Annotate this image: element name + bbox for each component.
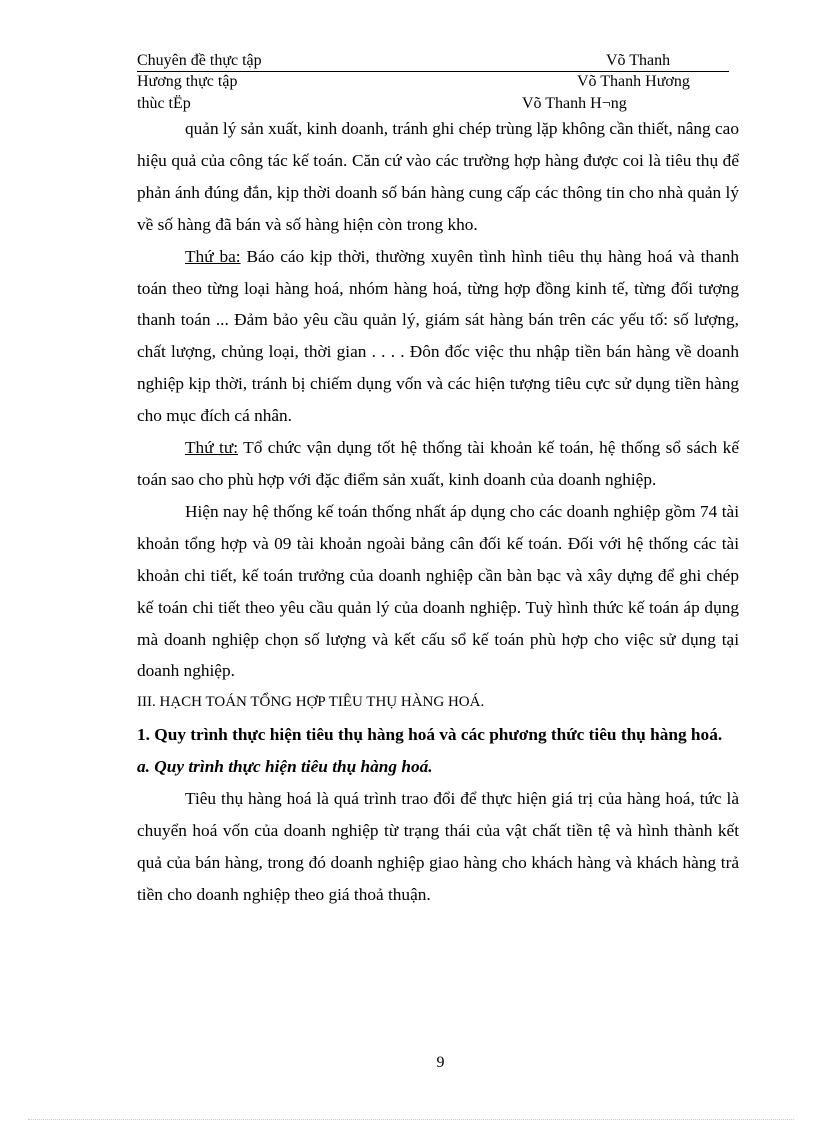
header-row-1 bbox=[137, 50, 729, 72]
subsection-heading-a: a. Quy trình thực hiện tiêu thụ hàng hoá. bbox=[137, 757, 433, 777]
header-author-garbled: Võ Thanh H¬ng bbox=[522, 95, 627, 112]
paragraph-4: Hiện nay hệ thống kế toán thống nhất áp dụng cho các doanh nghiệp gồm 74 tài khoản tổng hợp và 09 tài khoản ngoài bảng cân đối kế toán. Đối với hệ thống các tài khoản chi tiết, kế toán trưởng của doanh nghiệp cần bàn bạc và xây dựng để ghi chép kế toán chi tiết theo yêu cầu quản lý của doanh nghiệp. Tuỳ hình thức kế toán áp dụng mà doanh nghiệp chọn số lượng và kết cấu sổ kế toán phù hợp cho việc sử dụng tại doanh nghiệp. bbox=[137, 501, 739, 681]
paragraph-3 bbox=[137, 432, 739, 496]
paragraph-2-text: Báo cáo kịp thời, thường xuyên tình hình tiêu thụ hàng hoá và thanh toán theo từng loại hàng hoá, nhóm hàng hoá, từng hợp đồng kinh tế, từng đối tượng thanh toán ... Đảm bảo yêu cầu quản lý, giám sát hàng bán trên các yếu tố: số lượng, chất lượng, chủng loại, thời gian . . . . Đôn đốc việc thu nhập tiền bán hàng về doanh nghiệp kịp thời, tránh bị chiếm dụng vốn và các hiện tượng tiêu cực sử dụng tiền hàng cho mục đích cá nhân. bbox=[137, 246, 739, 426]
subsection-heading-1: 1. Quy trình thực hiện tiêu thụ hàng hoá và các phương thức tiêu thụ hàng hoá. bbox=[137, 725, 723, 745]
header-title-garbled: thùc tËp bbox=[137, 95, 191, 112]
header-row-3 bbox=[137, 93, 729, 114]
document-body bbox=[137, 113, 739, 911]
paragraph-5: Tiêu thụ hàng hoá là quá trình trao đổi để thực hiện giá trị của hàng hoá, tức là chuyển hoá vốn của doanh nghiệp từ trạng thái của vật chất tiền tệ và hình thành kết quả của bán hàng, trong đó doanh nghiệp giao hàng cho khách hàng và khách hàng trả tiền cho doanh nghiệp theo giá thoả thuận. bbox=[137, 789, 739, 904]
paragraph-1: quản lý sản xuất, kinh doanh, tránh ghi chép trùng lặp không cần thiết, nâng cao hiệu quả của công tác kế toán. Căn cứ vào các trường hợp hàng được coi là tiêu thụ để phản ánh đúng đắn, kịp thời doanh số bán hàng cung cấp các thông tin cho nhà quản lý về số hàng đã bán và số hàng hiện còn trong kho. bbox=[137, 119, 739, 234]
header-author: Võ Thanh bbox=[606, 52, 671, 69]
page-number: 9 bbox=[436, 1054, 445, 1071]
paragraph-3-label: Thứ tư: bbox=[185, 438, 238, 458]
paragraph-2-label: Thứ ba: bbox=[185, 246, 241, 266]
header-row-2 bbox=[137, 71, 729, 92]
header-author-full: Võ Thanh Hương bbox=[577, 73, 690, 90]
paragraph-2 bbox=[137, 241, 739, 432]
paragraph-3-text: Tổ chức vận dụng tốt hệ thống tài khoản kế toán, hệ thống sổ sách kế toán sao cho phù hợp với đặc điểm sản xuất, kinh doanh của doanh nghiệp. bbox=[137, 438, 739, 489]
header-title: Chuyên đề thực tập bbox=[137, 52, 262, 69]
page-bottom-divider bbox=[28, 1119, 794, 1120]
section-heading-iii: III. HẠCH TOÁN TỔNG HỢP TIÊU THỤ HÀNG HOÁ. bbox=[137, 694, 485, 711]
header-title-cont: Hương thực tập bbox=[137, 73, 238, 90]
